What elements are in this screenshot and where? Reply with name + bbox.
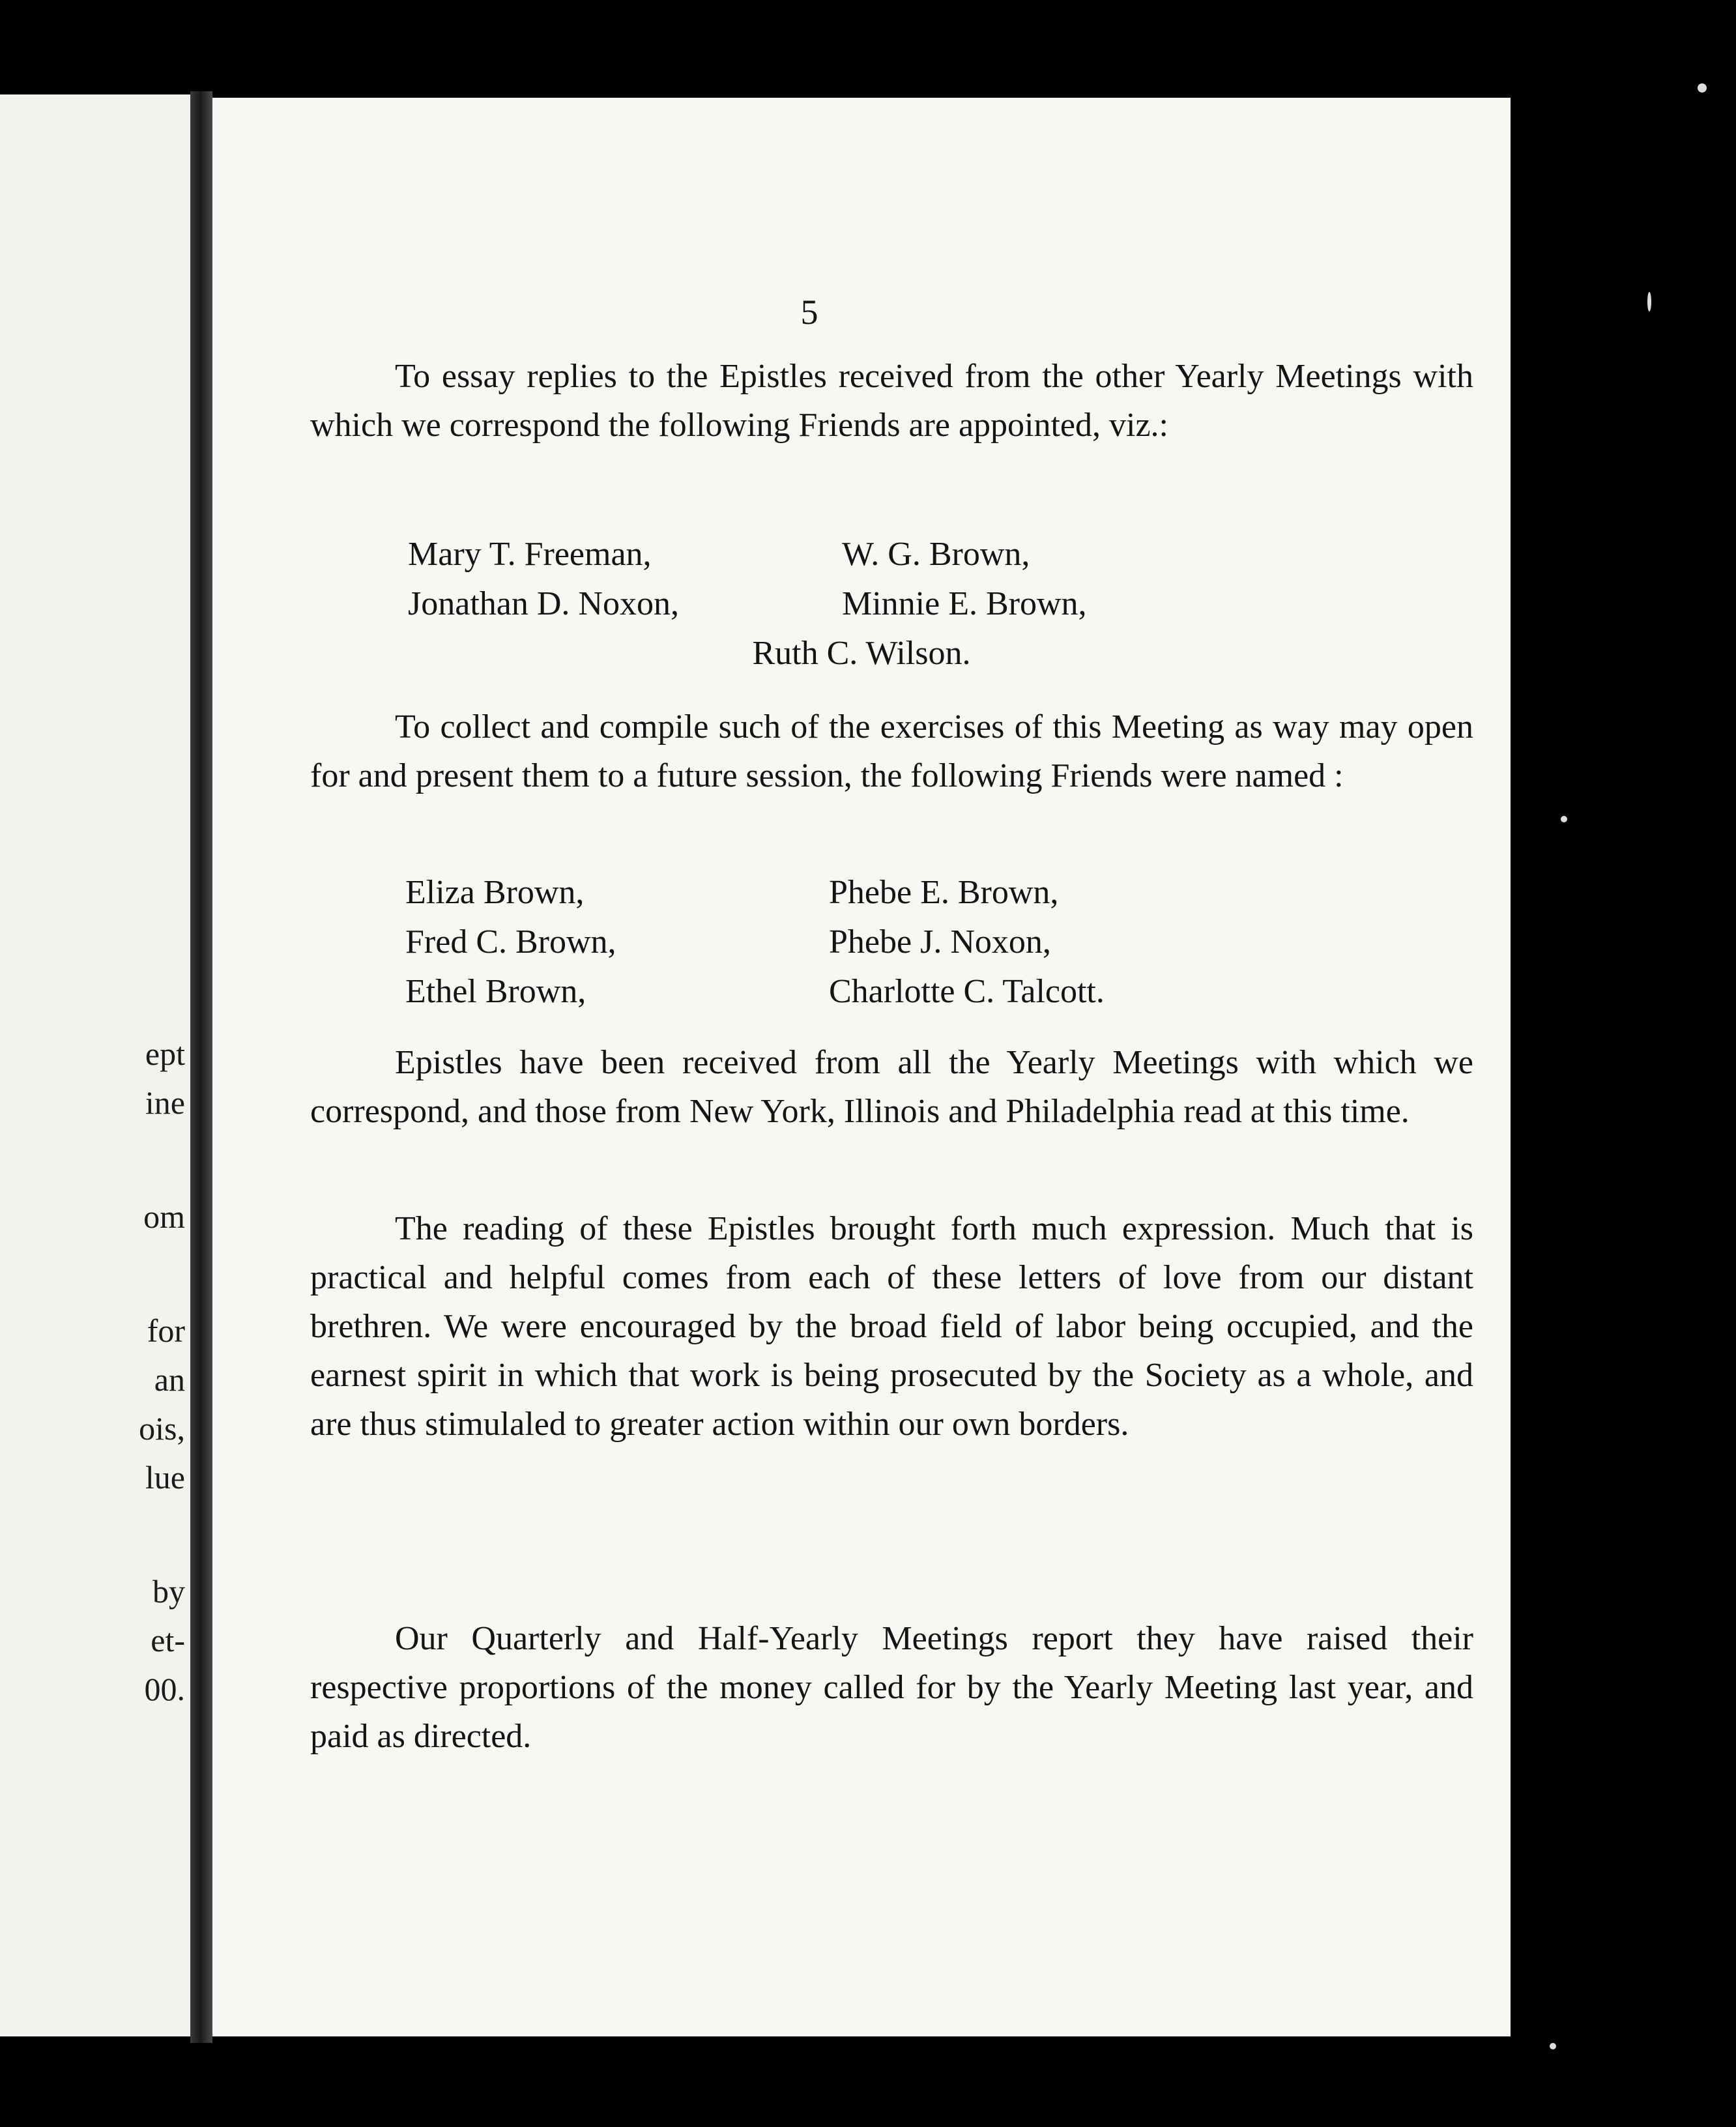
committee-name: Minnie E. Brown, <box>842 585 1087 622</box>
committee-name: W. G. Brown, <box>842 536 1030 573</box>
paragraph-text: To essay replies to the Epistles received from the other Yearly Meetings with which we correspond the following Friends are appointed, viz.: <box>310 358 1473 444</box>
previous-page-edge <box>0 94 190 2036</box>
committee-name: Mary T. Freeman, <box>408 536 652 573</box>
committee-name: Phebe J. Noxon, <box>829 923 1051 961</box>
margin-fragment: et- <box>151 1622 185 1658</box>
committee-name: Jonathan D. Noxon, <box>408 585 679 622</box>
paragraph-text: The reading of these Epistles brought forth much expression. Much that is practical and helpful comes from each of these letters of love from our distant brethren. We were encouraged by the broad field of labor being occupied, and the earnest spirit in which that work is being prosecuted by the Society as a whole, and are thus stimulaled to greater action within our own borders. <box>310 1210 1473 1443</box>
committee-name: Phebe E. Brown, <box>829 874 1059 911</box>
paragraph-epistle-replies <box>310 352 1473 450</box>
paragraph-epistles-received <box>310 1038 1473 1136</box>
margin-fragment: for <box>147 1312 185 1349</box>
margin-fragment: 00. <box>144 1671 185 1707</box>
margin-fragment: ept <box>145 1035 185 1072</box>
page <box>212 98 1511 2036</box>
book-gutter <box>190 91 212 2043</box>
margin-fragment: ine <box>145 1084 185 1121</box>
margin-fragment: by <box>152 1573 185 1610</box>
margin-fragment: an <box>154 1361 185 1398</box>
speck <box>1647 292 1651 311</box>
page-number: 5 <box>800 293 818 332</box>
paragraph-collect-exercises <box>310 702 1473 800</box>
paragraph-text: Epistles have been received from all the Yearly Meetings with which we correspond, and those from New York, Illinois and Philadelphia read at this time. <box>310 1044 1473 1130</box>
paragraph-quarterly-meetings <box>310 1614 1473 1761</box>
speck <box>1561 816 1567 822</box>
margin-fragment: om <box>143 1198 185 1235</box>
committee-name-centered: Ruth C. Wilson. <box>752 635 971 672</box>
margin-fragment: ois, <box>139 1410 185 1447</box>
paragraph-text: Our Quarterly and Half-Yearly Meetings report they have raised their respective proportions of the money called for by the Yearly Meeting last year, and paid as directed. <box>310 1620 1473 1755</box>
committee-name: Ethel Brown, <box>405 973 586 1010</box>
paragraph-text: To collect and compile such of the exercises of this Meeting as way may open for and present them to a future session, the following Friends were named : <box>310 708 1473 794</box>
committee-name: Charlotte C. Talcott. <box>829 973 1105 1010</box>
speck <box>1550 2043 1556 2049</box>
margin-fragment: lue <box>145 1459 185 1496</box>
speck <box>1698 83 1707 93</box>
paragraph-reading-epistles <box>310 1204 1473 1449</box>
committee-name: Fred C. Brown, <box>405 923 616 961</box>
committee-name: Eliza Brown, <box>405 874 585 911</box>
